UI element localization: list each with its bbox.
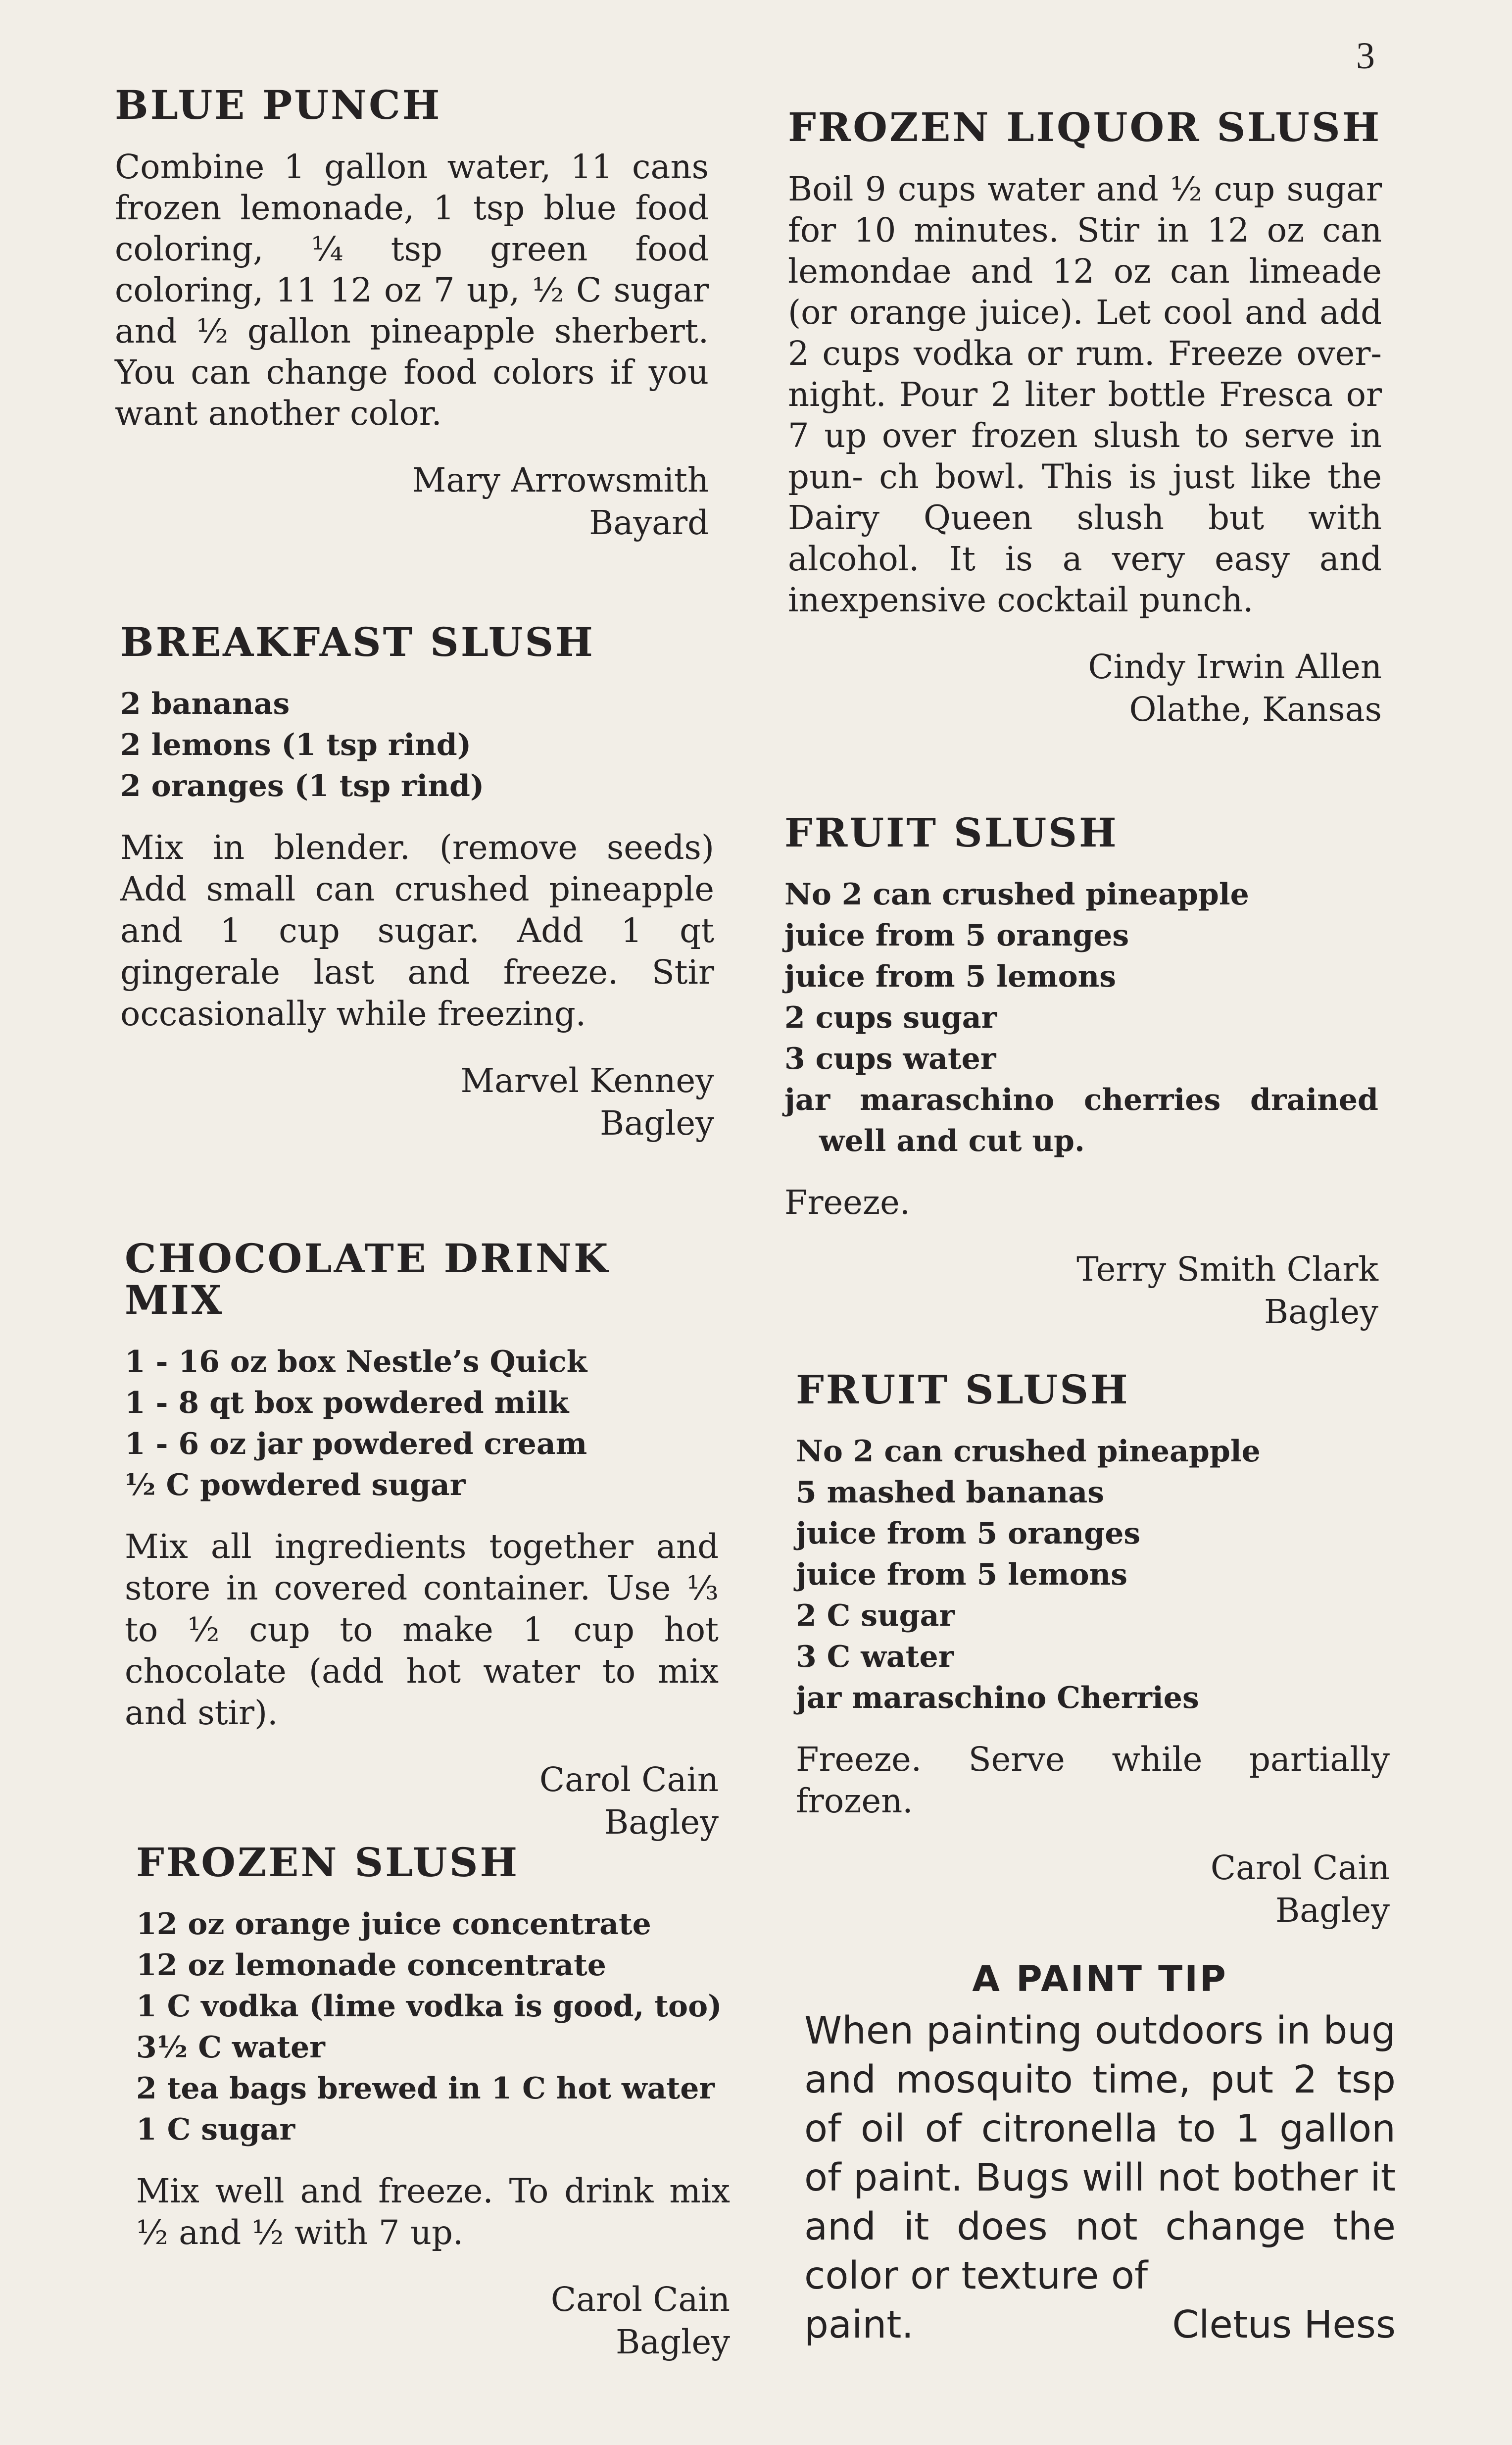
- recipe-title: FROZEN SLUSH: [136, 1839, 520, 1886]
- ingredient-item: jar maraschino cherries drained well and cut up.: [784, 1083, 1378, 1158]
- credit-name: Mary Arrowsmith: [412, 461, 709, 499]
- ingredient-item: ½ C powdered sugar: [125, 1468, 466, 1502]
- recipe-directions: Mix in blender. (remove seeds) Add small can crushed pineapple and 1 cup sugar. Add 1 qt gingerale last and freeze. Stir occasionally while freezing.: [120, 828, 714, 1033]
- recipe-directions: Mix all ingredients together and store in covered container. Use ⅓ to ½ cup to make 1 cup hot chocolate (add hot water to mix and stir).: [125, 1527, 719, 1732]
- recipe-credit: [784, 1248, 1378, 1333]
- recipe-breakfast-slush: [120, 621, 714, 1145]
- ingredient-list: [784, 874, 1378, 1162]
- credit-name: Marvel Kenney: [460, 1061, 714, 1100]
- ingredient-item: 1 C vodka (lime vodka is good, too): [136, 1989, 722, 2024]
- ingredient-item: 1 - 6 oz jar powdered cream: [125, 1427, 587, 1461]
- ingredient-item: 2 oranges (1 tsp rind): [120, 769, 485, 803]
- tip-footer: [804, 2300, 1396, 2349]
- credit-name: Carol Cain: [1210, 1848, 1390, 1887]
- credit-name: Cindy Irwin Allen: [1088, 648, 1382, 686]
- recipe-credit: [788, 646, 1382, 731]
- ingredient-list: [120, 684, 714, 807]
- recipe-credit: [120, 1059, 714, 1145]
- credit-place: Olathe, Kansas: [1129, 690, 1382, 729]
- ingredient-item: 2 bananas: [120, 687, 290, 721]
- ingredient-item: No 2 can crushed pineapple: [796, 1434, 1261, 1469]
- recipe-frozen-liquor-slush: [788, 106, 1382, 731]
- recipe-body: Boil 9 cups water and ½ cup sugar for 10 minutes. Stir in 12 oz can lemondae and 12 oz can limeade (or orange juice). Let cool and add 2 cups vodka or rum. Freeze over- night. Pour 2 liter bottle Fresca or 7 up over frozen slush to serve in pun- ch bowl. This is just like the Dairy Queen slush but with alcohol. It is a very easy and inexpensive cocktail punch.: [788, 170, 1382, 619]
- credit-name: Carol Cain: [539, 1760, 719, 1799]
- credit-place: Bagley: [616, 2323, 730, 2361]
- recipe-title: FRUIT SLUSH: [784, 809, 1119, 856]
- recipe-credit: [136, 2278, 730, 2363]
- recipe-credit: [125, 1758, 719, 1844]
- ingredient-item: 3 cups water: [784, 1042, 996, 1076]
- ingredient-list: [125, 1342, 719, 1506]
- ingredient-item: 2 cups sugar: [784, 1000, 997, 1035]
- ingredient-list: [136, 1904, 730, 2150]
- ingredient-item: 1 C sugar: [136, 2112, 295, 2147]
- credit-place: Bagley: [600, 1104, 714, 1143]
- paint-tip: [804, 1958, 1396, 2349]
- ingredient-item: juice from 5 lemons: [784, 959, 1117, 994]
- recipe-title: CHOCOLATE DRINK MIX: [125, 1235, 610, 1323]
- ingredient-item: juice from 5 oranges: [784, 918, 1129, 953]
- tip-author: Cletus Hess: [1172, 2303, 1396, 2347]
- ingredient-item: juice from 5 oranges: [796, 1516, 1141, 1551]
- recipe-fruit-slush-1: [784, 809, 1378, 1333]
- tip-body: When painting outdoors in bug and mosquito time, put 2 tsp of oil of citronella to 1 gallon of paint. Bugs will not bother it and it does not change the color or texture of: [804, 2009, 1396, 2298]
- credit-place: Bagley: [1264, 1293, 1378, 1331]
- ingredient-item: 1 - 8 qt box powdered milk: [125, 1386, 569, 1420]
- recipe-credit: [796, 1846, 1390, 1932]
- ingredient-item: 2 C sugar: [796, 1598, 955, 1633]
- recipe-title: FROZEN LIQUOR SLUSH: [788, 104, 1382, 150]
- credit-place: Bayard: [589, 503, 709, 542]
- page-number: 3: [1356, 35, 1375, 77]
- recipe-body: Combine 1 gallon water, 11 cans frozen lemonade, 1 tsp blue food coloring, ¼ tsp green food coloring, 11 12 oz 7 up, ½ C sugar and ½ gallon pineapple sherbert. You can change food colors if you want another color.: [115, 148, 709, 433]
- ingredient-item: 12 oz orange juice concentrate: [136, 1907, 651, 1942]
- ingredient-item: 1 - 16 oz box Nestle’s Quick: [125, 1345, 587, 1379]
- recipe-directions: Freeze. Serve while partially frozen.: [796, 1740, 1390, 1820]
- recipe-directions: Freeze.: [784, 1183, 911, 1222]
- recipe-title: FRUIT SLUSH: [796, 1366, 1130, 1413]
- recipe-blue-punch: [115, 84, 709, 544]
- ingredient-item: 3 C water: [796, 1640, 954, 1674]
- credit-place: Bagley: [604, 1803, 719, 1842]
- credit-name: Carol Cain: [550, 2280, 730, 2319]
- credit-place: Bagley: [1275, 1891, 1390, 1930]
- credit-name: Terry Smith Clark: [1076, 1250, 1378, 1289]
- recipe-frozen-slush: [136, 1839, 730, 2363]
- ingredient-item: jar maraschino Cherries: [796, 1681, 1199, 1715]
- ingredient-item: 2 tea bags brewed in 1 C hot water: [136, 2071, 715, 2106]
- recipe-chocolate-drink-mix: [125, 1235, 719, 1844]
- ingredient-item: juice from 5 lemons: [796, 1557, 1128, 1592]
- recipe-title: BLUE PUNCH: [115, 82, 442, 128]
- tip-title: A PAINT TIP: [972, 1958, 1228, 1999]
- ingredient-item: No 2 can crushed pineapple: [784, 877, 1249, 912]
- recipe-title: BREAKFAST SLUSH: [120, 619, 595, 665]
- ingredient-list: [796, 1431, 1390, 1719]
- left-column: [0, 0, 752, 2445]
- right-column: [752, 0, 1512, 2445]
- recipe-fruit-slush-2: [796, 1366, 1390, 1932]
- recipe-credit: [115, 459, 709, 544]
- ingredient-item: 12 oz lemonade concentrate: [136, 1948, 606, 1983]
- ingredient-item: 5 mashed bananas: [796, 1475, 1105, 1510]
- tip-last-word: paint.: [804, 2303, 914, 2347]
- ingredient-item: 3½ C water: [136, 2030, 325, 2065]
- recipe-directions: Mix well and freeze. To drink mix ½ and ½ with 7 up.: [136, 2172, 730, 2252]
- ingredient-item: 2 lemons (1 tsp rind): [120, 728, 472, 762]
